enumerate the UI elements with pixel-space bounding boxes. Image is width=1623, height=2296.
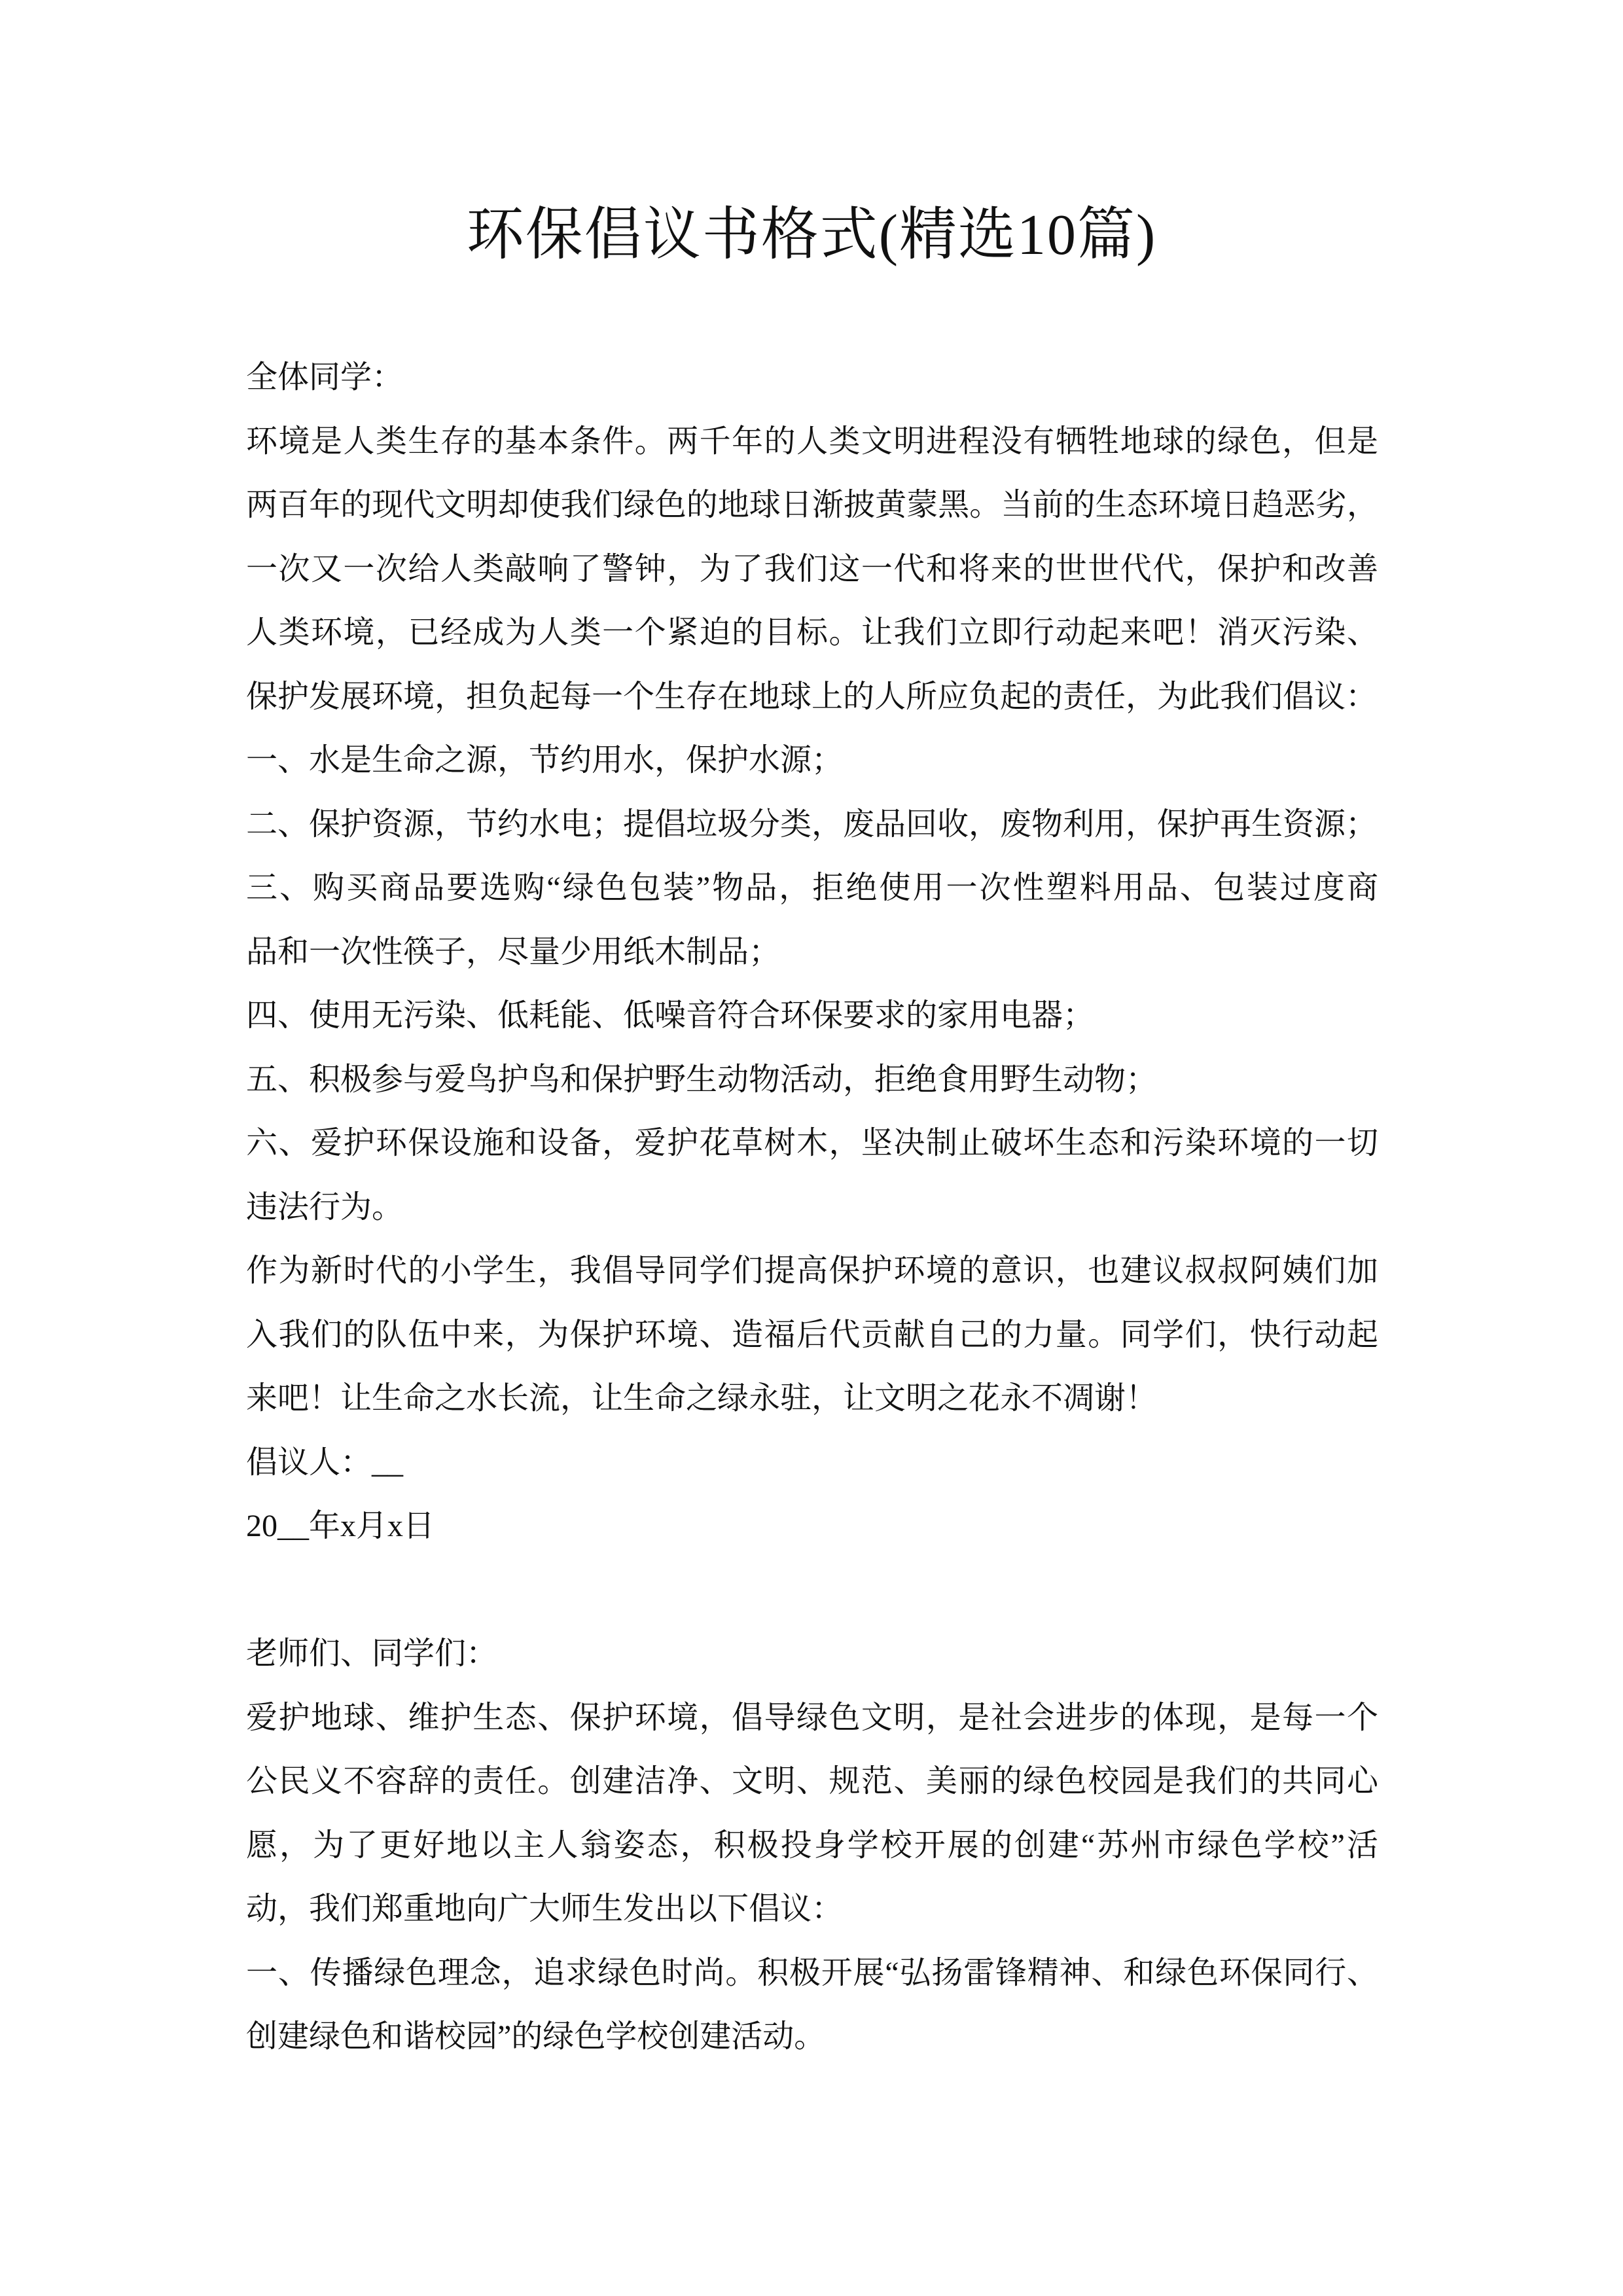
text-line: 动，我们郑重地向广大师生发出以下倡议： <box>246 1892 844 1926</box>
text-line: 三、购买商品要选购“绿色包装”物品，拒绝使用一次性塑料用品、包装过度商 <box>246 870 1378 905</box>
text-line: 公民义不容辞的责任。创建洁净、文明、规范、美丽的绿色校园是我们的共同心 <box>246 1764 1378 1799</box>
text-line: 两百年的现代文明却使我们绿色的地球日渐披黄蒙黑。当前的生态环境日趋恶劣， <box>246 488 1378 522</box>
paragraph <box>246 346 1378 410</box>
paragraph <box>246 1111 1378 1239</box>
text-line: 一、传播绿色理念，追求绿色时尚。积极开展“弘扬雷锋精神、和绿色环保同行、 <box>246 1955 1378 1990</box>
paragraph <box>246 856 1378 984</box>
paragraph <box>246 1239 1378 1431</box>
paragraph <box>246 1622 1378 1686</box>
text-line: 倡议人：__ <box>246 1444 404 1480</box>
text-line: 作为新时代的小学生，我倡导同学们提高保护环境的意识，也建议叔叔阿姨们加 <box>246 1253 1378 1288</box>
paragraph <box>246 1686 1378 1941</box>
text-line: 20__年x月x日 <box>246 1509 435 1543</box>
text-line: 二、保护资源，节约水电；提倡垃圾分类，废品回收，废物利用，保护再生资源； <box>246 806 1378 842</box>
text-line: 人类环境，已经成为人类一个紧迫的目标。让我们立即行动起来吧！消灭污染、 <box>246 615 1378 650</box>
text-line: 五、积极参与爱鸟护鸟和保护野生动物活动，拒绝食用野生动物； <box>246 1062 1158 1097</box>
text-line: 爱护地球、维护生态、保护环境，倡导绿色文明，是社会进步的体现，是每一个 <box>246 1700 1378 1735</box>
text-line: 环境是人类生存的基本条件。两千年的人类文明进程没有牺牲地球的绿色，但是 <box>246 423 1378 459</box>
document-title: 环保倡议书格式(精选10篇) <box>466 204 1157 267</box>
text-line: 违法行为。 <box>246 1189 404 1225</box>
text-line: 品和一次性筷子，尽量少用纸木制品； <box>246 934 781 969</box>
text-line: 一、水是生命之源，节约用水，保护水源； <box>246 743 844 778</box>
paragraph <box>246 410 1378 729</box>
document-body <box>246 346 1378 2069</box>
paragraph <box>246 728 1378 793</box>
text-line: 全体同学： <box>246 360 404 395</box>
paragraph <box>246 1494 1378 1558</box>
text-line: 四、使用无污染、低耗能、低噪音符合环保要求的家用电器； <box>246 998 1095 1033</box>
paragraph <box>246 793 1378 857</box>
text-line: 一次又一次给人类敲响了警钟，为了我们这一代和将来的世世代代，保护和改善 <box>246 551 1378 586</box>
section-gap <box>246 1558 1378 1623</box>
paragraph <box>246 1431 1378 1495</box>
text-line: 老师们、同学们： <box>246 1636 498 1671</box>
text-line: 来吧！让生命之水长流，让生命之绿永驻，让文明之花永不凋谢！ <box>246 1381 1158 1416</box>
text-line: 六、爱护环保设施和设备，爱护花草树木，坚决制止破坏生态和污染环境的一切 <box>246 1126 1378 1160</box>
text-line: 保护发展环境，担负起每一个生存在地球上的人所应负起的责任，为此我们倡议： <box>246 679 1378 714</box>
text-line: 入我们的队伍中来，为保护环境、造福后代贡献自己的力量。同学们，快行动起 <box>246 1317 1378 1352</box>
paragraph <box>246 1048 1378 1112</box>
paragraph <box>246 1941 1378 2069</box>
paragraph <box>246 984 1378 1048</box>
text-line: 创建绿色和谐校园”的绿色学校创建活动。 <box>246 2019 826 2054</box>
text-line: 愿，为了更好地以主人翁姿态，积极投身学校开展的创建“苏州市绿色学校”活 <box>246 1827 1378 1863</box>
